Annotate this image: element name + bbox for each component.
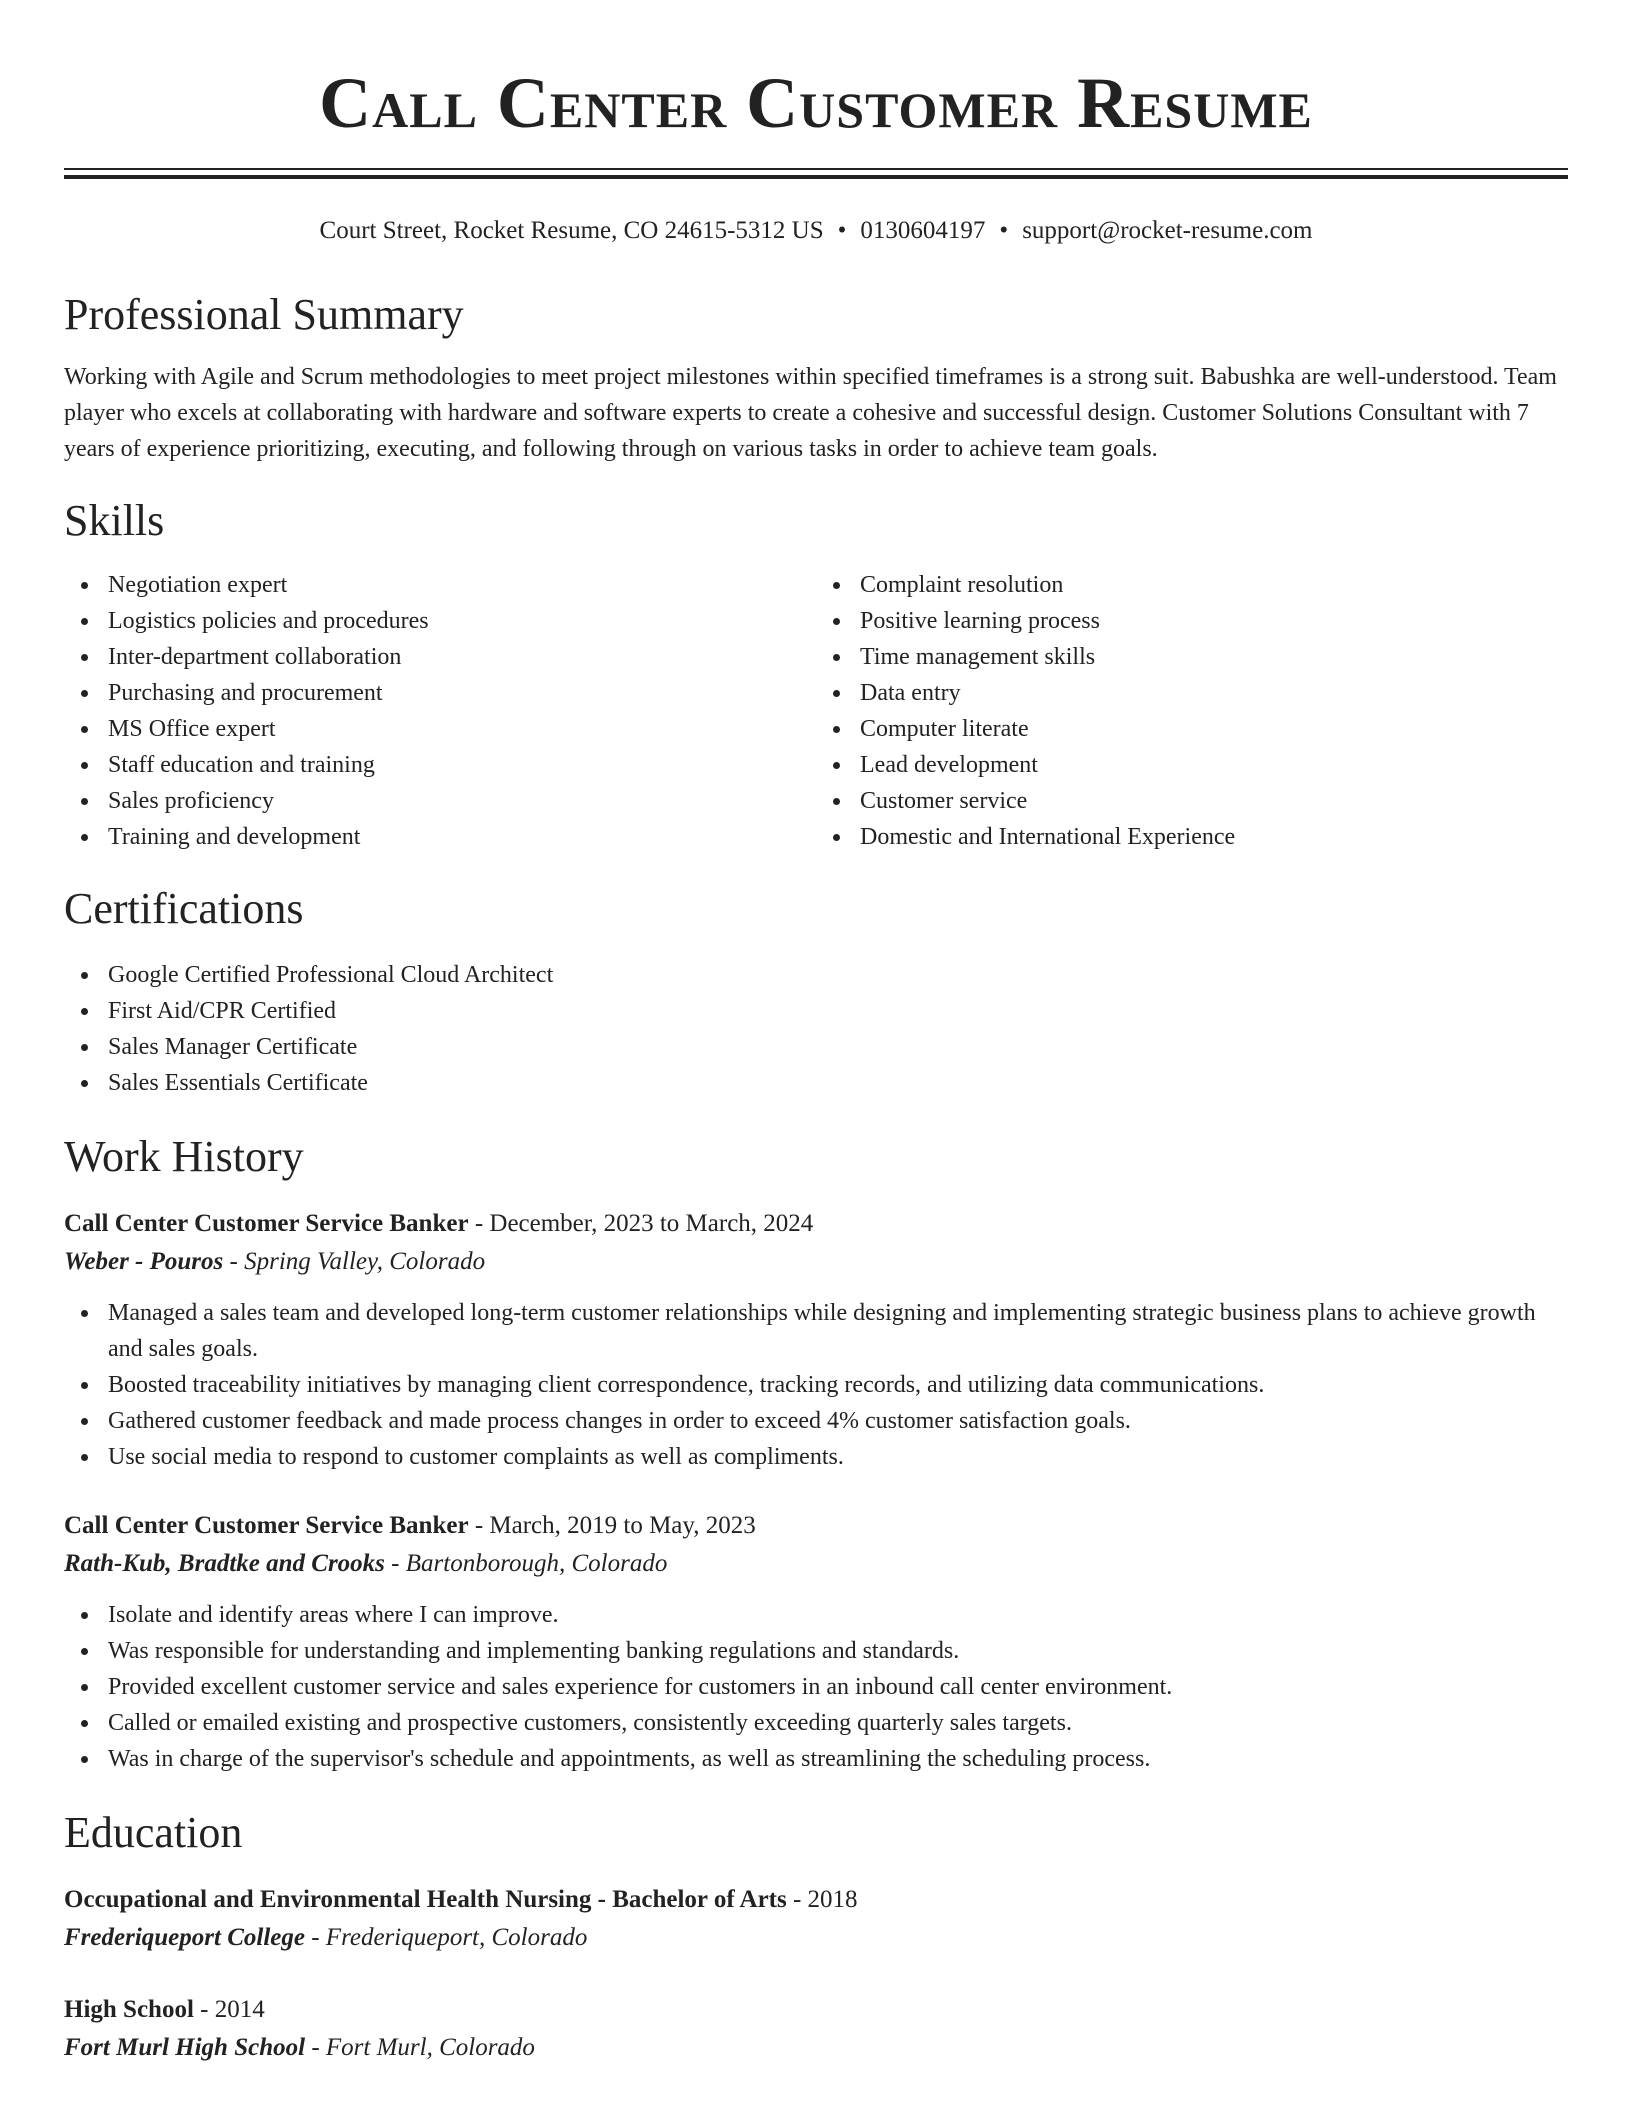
- certification-item: Sales Manager Certificate: [108, 1029, 1568, 1065]
- title-divider: [64, 168, 1568, 179]
- employer-line: [64, 1243, 1568, 1281]
- summary-heading: Professional Summary: [64, 290, 464, 339]
- job-bullet: Boosted traceability initiatives by managing client correspondence, tracking records, and utilizing data communications.: [108, 1367, 1568, 1403]
- skill-item: Data entry: [860, 675, 1568, 711]
- certifications-list: [64, 957, 1568, 1101]
- employer-name: Weber - Pouros: [64, 1248, 224, 1275]
- skill-item: Staff education and training: [108, 747, 816, 783]
- certification-item: Sales Essentials Certificate: [108, 1065, 1568, 1101]
- employer-location: - Spring Valley, Colorado: [223, 1248, 486, 1275]
- school-location: - Fort Murl, Colorado: [305, 2034, 535, 2061]
- job-bullet: Managed a sales team and developed long-term customer relationships while designing and implementing strategic business plans to achieve growth and sales goals.: [108, 1295, 1568, 1367]
- job-entry: [64, 1507, 1568, 1777]
- job-bullet: Was responsible for understanding and implementing banking regulations and standards.: [108, 1633, 1568, 1669]
- skill-item: Sales proficiency: [108, 783, 816, 819]
- certifications-heading: Certifications: [64, 884, 304, 933]
- degree-name: High School: [64, 1996, 194, 2023]
- degree-year: - 2018: [786, 1886, 858, 1913]
- job-bullets: [64, 1295, 1568, 1475]
- employer-location: - Bartonborough, Colorado: [384, 1550, 668, 1577]
- skill-item: Logistics policies and procedures: [108, 603, 816, 639]
- skill-item: Training and development: [108, 819, 816, 855]
- school-name: Frederiqueport College: [64, 1924, 305, 1951]
- employer-name: Rath-Kub, Bradtke and Crooks: [64, 1550, 385, 1577]
- skill-item: Positive learning process: [860, 603, 1568, 639]
- school-location: - Frederiqueport, Colorado: [304, 1924, 588, 1951]
- certification-item: Google Certified Professional Cloud Architect: [108, 957, 1568, 993]
- job-dates: - March, 2019 to May, 2023: [468, 1512, 756, 1539]
- employer-line: [64, 1545, 1568, 1583]
- skill-item: Computer literate: [860, 711, 1568, 747]
- job-title-line: [64, 1205, 1568, 1243]
- summary-text: Working with Agile and Scrum methodologies to meet project milestones within specified timeframes is a strong suit. Babushka are well-understood. Team player who excels at collaborating with hardware and software experts to create a cohesive and successful design. Customer Solutions Consultant with 7 years of experience prioritizing, executing, and following through on various tasks in order to achieve team goals.: [64, 364, 1557, 462]
- job-bullet: Provided excellent customer service and sales experience for customers in an inbound call center environment.: [108, 1669, 1568, 1705]
- skills-list-left: [64, 567, 816, 855]
- work-history-heading: Work History: [64, 1132, 304, 1181]
- certification-item: First Aid/CPR Certified: [108, 993, 1568, 1029]
- job-entry: [64, 1205, 1568, 1475]
- skill-item: Negotiation expert: [108, 567, 816, 603]
- contact-separator: •: [837, 217, 847, 244]
- school-line: [64, 1919, 1568, 1957]
- job-bullet: Was in charge of the supervisor's schedule and appointments, as well as streamlining the scheduling process.: [108, 1741, 1568, 1777]
- degree-name: Occupational and Environmental Health Nursing - Bachelor of Arts: [64, 1886, 787, 1913]
- job-bullet: Called or emailed existing and prospective customers, consistently exceeding quarterly sales targets.: [108, 1705, 1568, 1741]
- degree-year: - 2014: [193, 1996, 265, 2023]
- job-title-line: [64, 1507, 1568, 1545]
- education-entry: [64, 1991, 1568, 2067]
- skill-item: Lead development: [860, 747, 1568, 783]
- job-bullet: Isolate and identify areas where I can improve.: [108, 1597, 1568, 1633]
- contact-email: support@rocket-resume.com: [1022, 217, 1313, 244]
- contact-separator: •: [999, 217, 1009, 244]
- contact-phone: 0130604197: [860, 217, 986, 244]
- skill-item: Domestic and International Experience: [860, 819, 1568, 855]
- job-title: Call Center Customer Service Banker: [64, 1512, 469, 1539]
- contact-address: Court Street, Rocket Resume, CO 24615-5312 US: [319, 217, 824, 244]
- skills-columns: [64, 567, 1568, 855]
- skill-item: MS Office expert: [108, 711, 816, 747]
- education-entry: [64, 1881, 1568, 1957]
- skill-item: Purchasing and procurement: [108, 675, 816, 711]
- skill-item: Inter-department collaboration: [108, 639, 816, 675]
- school-name: Fort Murl High School: [64, 2034, 306, 2061]
- job-bullet: Use social media to respond to customer complaints as well as compliments.: [108, 1439, 1568, 1475]
- job-dates: - December, 2023 to March, 2024: [468, 1210, 814, 1237]
- skill-item: Customer service: [860, 783, 1568, 819]
- degree-line: [64, 1991, 1568, 2029]
- school-line: [64, 2029, 1568, 2067]
- contact-line: [64, 215, 1568, 247]
- degree-line: [64, 1881, 1568, 1919]
- skills-heading: Skills: [64, 496, 165, 545]
- skill-item: Time management skills: [860, 639, 1568, 675]
- job-bullet: Gathered customer feedback and made process changes in order to exceed 4% customer satisfaction goals.: [108, 1403, 1568, 1439]
- skills-list-right: [816, 567, 1568, 855]
- job-title: Call Center Customer Service Banker: [64, 1210, 469, 1237]
- job-bullets: [64, 1597, 1568, 1777]
- resume-title: Call Center Customer Resume: [319, 63, 1313, 143]
- education-heading: Education: [64, 1808, 243, 1857]
- skill-item: Complaint resolution: [860, 567, 1568, 603]
